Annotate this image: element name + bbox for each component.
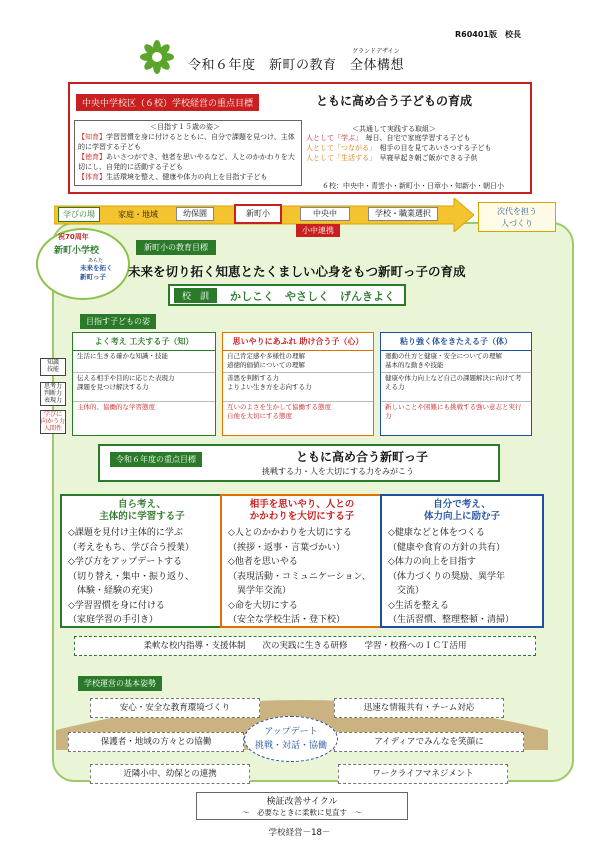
cycle-title: 検証改善サイクル: [266, 797, 338, 807]
ideal-item: [78, 172, 300, 182]
cycle-sub: ～ 必要なときに柔軟に見直す ～: [242, 808, 362, 817]
badge-motto: 未来を拓く 新町っ子: [80, 264, 113, 281]
path-item: 家庭・地域: [118, 210, 158, 219]
common-tag: 人として「生活する」: [306, 154, 373, 162]
common-text: 毎日、自宅で家庭学習する子ども: [365, 134, 471, 142]
strategy-list: [222, 526, 382, 631]
ideal-item: [78, 132, 300, 152]
aims-cell: 伝える相手や目的に応じた表現力 課題を見つけ解決する力: [73, 373, 215, 402]
ideal-header: ＜目指す１５歳の姿＞: [150, 123, 220, 131]
management-center: アップデート 挑戦・対話・協働: [244, 716, 338, 762]
page-title: 令和６年度 新町の教育 全体構想: [188, 58, 405, 73]
strategy-item: ◇人とのかかわりを大切にする: [228, 528, 352, 538]
aims-cell: 自己肯定感や多様性の理解 道徳的価値についての理解: [223, 351, 373, 373]
common-tag: 人として「学ぶ」: [306, 134, 359, 142]
aims-cell: 互いのよさを生かして協働する態度 自他を大切にする態度: [227, 403, 331, 420]
common-item: [306, 133, 528, 143]
strategy-title: 自分で考え、 体力向上に励む子: [423, 499, 500, 522]
vision-goal: 未来を切り拓く知恵とたくましい心身をもつ新町っ子の育成: [128, 264, 466, 279]
strategy-item: （生活習慣、整理整頓・清掃）: [388, 615, 515, 625]
strategy-item: ◇学習習慣を身に付ける: [68, 600, 165, 611]
row-label: 知識 技能: [40, 358, 66, 376]
strategy-item: （健康や食育の方針の共有）: [388, 542, 506, 553]
support-box: 柔軟な校内指導・支援体制 次の実践に生きる研修 学習・校務へのＩＣＴ活用: [74, 636, 536, 656]
row-label: 思考力 判断力 表現力: [40, 382, 66, 406]
strategy-column: [380, 494, 544, 628]
common-item: [306, 143, 528, 153]
column-title: よく考え 工夫する子（知）: [73, 333, 215, 351]
path-item: 学校・職業選択: [368, 207, 438, 221]
badge-ruby: あらた: [88, 258, 104, 264]
strategy-item: ◇課題を見付け主体的に学ぶ: [68, 528, 183, 538]
anniversary-label: 祝70周年: [58, 233, 89, 241]
strategy-title: 自ら考え、 主体的に学習する子: [99, 499, 185, 522]
aims-cell: 主体的、協働的な学習態度: [77, 403, 155, 411]
row-label: 学びに 向かう力 人間性: [41, 411, 66, 432]
strategy-item: ◇生活を整える: [388, 600, 449, 611]
strategy-item: ◇健康などと体をつくる: [388, 528, 485, 538]
column-title: 思いやりにあふれ 助け合う子（心）: [223, 333, 373, 351]
management-item: アイディアでみんなを笑顔に: [334, 732, 524, 752]
vision-label: 新町小の教育目標: [136, 240, 216, 255]
management-item: 安心・安全な教育環境づくり: [90, 698, 260, 718]
common-text: 早寝早起き朝ご飯ができる子供: [379, 154, 478, 162]
ideal-tag: 【体育】: [78, 173, 106, 181]
path-item: 中央中: [300, 207, 350, 221]
aims-cell: 運動の仕方と健康・安全についての理解 基本的な動きや技能: [381, 351, 531, 373]
ideal-tag: 【知育】: [78, 133, 106, 141]
title-ruby: グランドデザイン: [352, 48, 400, 55]
management-item: 保護者・地域の方々との協働: [68, 732, 244, 752]
aims-cell: 新しいことや困難にも挑戦する強い意志と実行力: [385, 403, 522, 420]
strategy-item: （安全な学校生活・登下校）: [228, 615, 346, 625]
ideal-text: 生活環境を整え、健康や体力の向上を目指す子ども: [106, 173, 268, 181]
focus-sub: 挑戦する力・人を大切にする力をみがこう: [262, 467, 414, 476]
strategy-item: （体力づくりの奨励、異学年: [388, 571, 506, 582]
page-footer: 学校経営－18－: [268, 828, 331, 838]
strategy-item: 異学年交流）: [228, 586, 292, 596]
ideal-text: 学習習慣を身に付けるとともに、自分で課題を見つけ、主体的に学習する子ども: [78, 133, 295, 151]
strategy-item: （挨拶・返事・言葉づかい）: [228, 542, 346, 553]
aims-column: [380, 332, 532, 436]
common-tag: 人として「つながる」: [306, 144, 373, 152]
district-label: 中央中学校区（６校）学校経営の重点目標: [76, 94, 259, 111]
common-item: [306, 153, 528, 163]
common-list: [306, 133, 528, 163]
strategy-item: （家庭学習の手引き）: [68, 615, 159, 625]
focus-goal: ともに高め合う新町っ子: [296, 450, 429, 464]
motto-label: 校 訓: [174, 288, 217, 303]
strategy-column: [220, 494, 384, 628]
path-item-current: 新町小: [234, 204, 282, 224]
common-text: 相手の目を見てあいさつする子ども: [379, 144, 492, 152]
aims-column: [72, 332, 216, 436]
common-header: ＜共通して実践する取組＞: [352, 125, 436, 133]
school-list: ６校：中央中・青雲小・新町小・日章小・知新小・朝日小: [322, 182, 504, 190]
strategy-item: ◇体力の向上を目指す: [388, 557, 476, 567]
strategy-item: ◇命を大切にする: [228, 600, 298, 611]
management-item: 迅速な情報共有・チーム対応: [334, 698, 504, 718]
strategy-list: [382, 526, 542, 631]
aims-column: [222, 332, 374, 436]
strategy-item: （考えをもち、学び合う授業）: [68, 542, 195, 553]
strategy-column: [60, 494, 224, 628]
strategy-title: 相手を思いやり、人との かかわりを大切にする子: [249, 499, 355, 522]
management-label: 学校運営の基本姿勢: [78, 676, 162, 691]
strategy-item: ◇他者を思いやる: [228, 557, 298, 567]
learning-path-label: 学びの場: [58, 207, 100, 222]
leaf-logo-icon: [140, 40, 174, 74]
ideal-text: あいさつができ、他者を思いやるなど、人とのかかわりを大切にし、自発的に活動する子ども: [78, 153, 295, 171]
aims-cell: 善悪を判断する力 よりよい生き方を志向する力: [223, 373, 373, 402]
ideal-item: [78, 152, 300, 172]
management-item: 近隣小中、幼保との連携: [90, 764, 250, 784]
district-goal: ともに高め合う子どもの育成: [316, 94, 473, 108]
aims-label: 目指す子どもの姿: [80, 314, 156, 329]
strategy-list: [62, 526, 222, 631]
future-box: 次代を担う 人づくり: [478, 202, 556, 232]
badge-school-name: 新町小学校: [54, 246, 100, 256]
path-item: 幼保園: [176, 207, 214, 221]
motto-text: かしこく やさしく げんきよく: [230, 290, 395, 303]
ideal-tag: 【徳育】: [78, 153, 106, 161]
ideal-list: [78, 132, 300, 182]
strategy-item: 交流）: [388, 586, 425, 596]
aims-cell: 生活に生きる確かな知識・技能: [73, 351, 215, 373]
management-item: ワークライフマネジメント: [338, 764, 508, 784]
version-label: R60401版 校長: [455, 30, 521, 39]
column-title: 粘り強く体をきたえる子（体）: [381, 333, 531, 351]
strategy-item: 体験・経験の充実）: [68, 586, 159, 596]
aims-cell: 健康や体力向上など自己の課題解決に向けて考える力: [381, 373, 531, 402]
strategy-item: （表現活動・コミュニケーション、: [228, 571, 371, 582]
focus-label: 令和６年度の重点目標: [110, 452, 202, 467]
link-label: 小中連携: [296, 224, 340, 237]
strategy-item: ◇学び方をアップデートする: [68, 557, 183, 567]
strategy-item: （切り替え・集中・振り返り、: [68, 571, 195, 582]
